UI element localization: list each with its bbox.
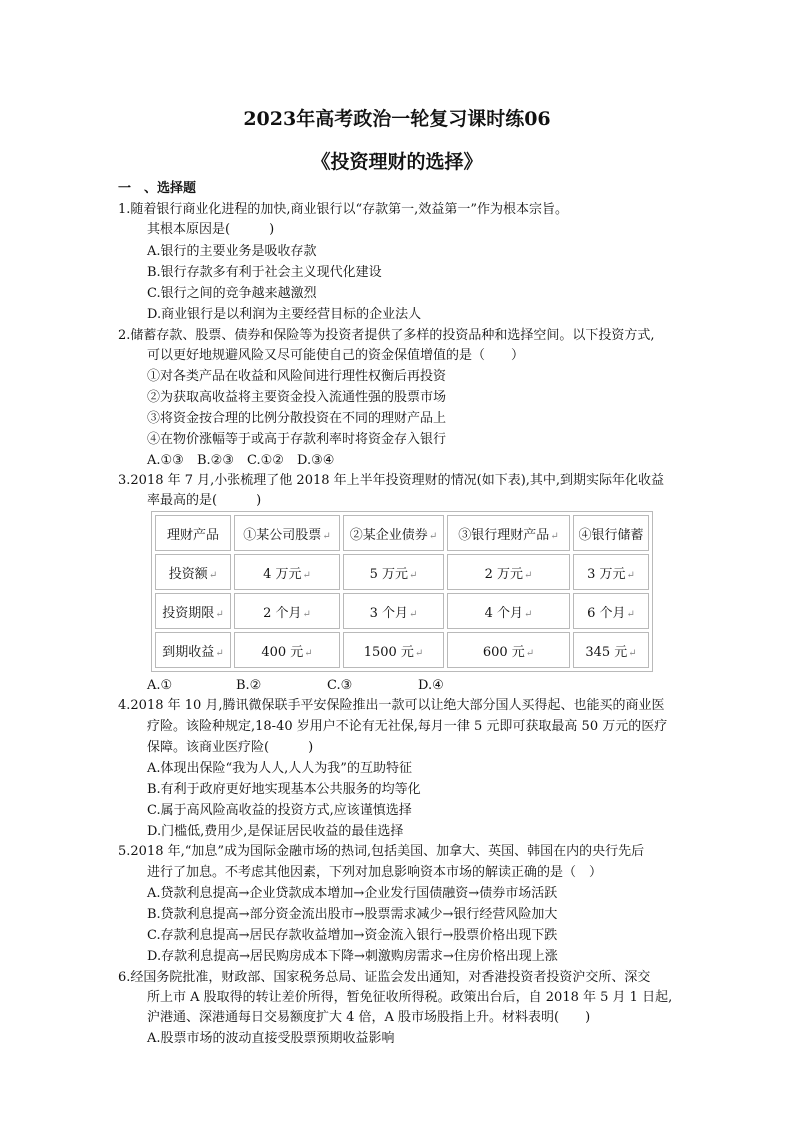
q6-stem-line1: 6.经国务院批准，财政部、国家税务总局、证监会发出通知，对香港投资者投资沪交所、深交 xyxy=(118,970,651,985)
q3-option-a: A.① xyxy=(147,678,173,693)
q2-option-a: A.①③ xyxy=(147,453,184,468)
return-mark: ↵ xyxy=(550,530,559,542)
q2-option-c: C.①② xyxy=(247,453,284,468)
q3-stem-line2: 率最高的是( ) xyxy=(147,493,262,508)
return-mark: ↵ xyxy=(524,569,533,581)
q4-option-a: A.体现出保险“我为人人,人人为我”的互助特征 xyxy=(147,761,412,776)
q5-option-a: A.贷款利息提高→企业贷款成本增加→企业发行国债融资→债券市场活跃 xyxy=(147,886,558,901)
return-mark: ↵ xyxy=(302,608,311,620)
return-mark: ↵ xyxy=(304,647,313,659)
table-row xyxy=(155,554,649,590)
q2-stem-line2: 可以更好地规避风险又尽可能使自己的资金保值增值的是（ ） xyxy=(147,348,525,363)
q6-stem-line2: 所上市 A 股取得的转让差价所得，暂免征收所得税。政策出台后，自 2018 年 5 月 1 日起, xyxy=(147,990,673,1005)
q2-item-2: ②为获取高收益将主要资金投入流通性强的股票市场 xyxy=(147,390,447,405)
q1-option-d: D.商业银行是以利润为主要经营目标的企业法人 xyxy=(147,307,422,322)
q2-option-d: D.③④ xyxy=(297,453,335,468)
q3-options xyxy=(147,677,444,695)
table-cell: 1500 元↵ xyxy=(343,632,444,668)
q3-option-d: D.④ xyxy=(418,678,444,693)
q1-stem-line1: 1.随着银行商业化进程的加快,商业银行以“存款第一,效益第一”作为根本宗旨。 xyxy=(118,202,568,217)
q3-option-c: C.③ xyxy=(327,678,353,693)
table-header-cell: ③银行理财产品↵ xyxy=(447,515,570,551)
table-header-cell: ④银行储蓄 xyxy=(573,515,649,551)
q2-item-3: ③将资金按合理的比例分散投资在不同的理财产品上 xyxy=(147,411,447,426)
return-mark: ↵ xyxy=(409,569,418,581)
return-mark: ↵ xyxy=(215,608,224,620)
return-mark: ↵ xyxy=(208,569,218,581)
table-row xyxy=(155,632,649,668)
q4-option-b: B.有利于政府更好地实现基本公共服务的均等化 xyxy=(147,782,421,797)
table-cell: 3 个月↵ xyxy=(343,593,444,629)
table-cell: 5 万元↵ xyxy=(343,554,444,590)
q1-stem-line2: 其根本原因是( ) xyxy=(147,222,275,237)
table-cell: 4 万元↵ xyxy=(234,554,340,590)
return-mark: ↵ xyxy=(626,569,635,581)
table-row-label: 投资额↵ xyxy=(155,554,231,590)
q2-item-1: ①对各类产品在收益和风险间进行理性权衡后再投资 xyxy=(147,369,447,384)
q2-options xyxy=(147,452,334,470)
q4-option-d: D.门槛低,费用少,是保证居民收益的最佳选择 xyxy=(147,824,404,839)
return-mark: ↵ xyxy=(409,608,418,620)
q5-stem-line2: 进行了加息。不考虑其他因素，下列对加息影响资本市场的解读正确的是（ ） xyxy=(147,865,603,880)
table-row-label: 投资期限↵ xyxy=(155,593,231,629)
q6-option-a: A.股票市场的波动直接受股票预期收益影响 xyxy=(147,1031,395,1046)
q5-stem-line1: 5.2018 年,“加息”成为国际金融市场的热词,包括美国、加拿大、英国、韩国在内的央行先后 xyxy=(118,844,645,859)
table-cell: 2 个月↵ xyxy=(234,593,340,629)
document-subtitle: 《投资理财的选择》 xyxy=(311,151,483,173)
q1-option-a: A.银行的主要业务是吸收存款 xyxy=(147,244,317,259)
q2-option-b: B.②③ xyxy=(197,453,234,468)
q1-option-c: C.银行之间的竞争越来越激烈 xyxy=(147,286,317,301)
return-mark: ↵ xyxy=(626,608,635,620)
return-mark: ↵ xyxy=(524,608,533,620)
q3-stem-line1: 3.2018 年 7 月,小张梳理了他 2018 年上半年投资理财的情况(如下表),其中,到期实际年化收益 xyxy=(118,473,665,488)
table-cell: 345 元↵ xyxy=(573,632,649,668)
return-mark: ↵ xyxy=(322,530,331,542)
table-header-cell: 理财产品 xyxy=(155,515,231,551)
return-mark: ↵ xyxy=(414,647,424,659)
table-cell: 3 万元↵ xyxy=(573,554,649,590)
q4-stem-line2: 疗险。该险种规定,18-40 岁用户不论有无社保,每月一律 5 元即可获取最高 50 万元的医疗 xyxy=(147,719,668,734)
table-cell: 4 个月↵ xyxy=(447,593,570,629)
q5-option-b: B.贷款利息提高→部分资金流出股市→股票需求减少→银行经营风险加大 xyxy=(147,907,558,922)
table-cell: 6 个月↵ xyxy=(573,593,649,629)
q4-stem-line1: 4.2018 年 10 月,腾讯微保联手平安保险推出一款可以让绝大部分国人买得起、也能买的商业医 xyxy=(118,698,665,713)
return-mark: ↵ xyxy=(525,647,535,659)
table-row-label: 到期收益↵ xyxy=(155,632,231,668)
q4-option-c: C.属于高风险高收益的投资方式,应该谨慎选择 xyxy=(147,803,412,818)
q1-option-b: B.银行存款多有利于社会主义现代化建设 xyxy=(147,265,382,280)
q2-item-4: ④在物价涨幅等于或高于存款利率时将资金存入银行 xyxy=(147,432,447,447)
q4-stem-line3: 保障。该商业医疗险( ) xyxy=(147,740,314,755)
section-heading: 一 、选择题 xyxy=(118,181,197,196)
investment-table xyxy=(151,511,653,672)
table-header-row xyxy=(155,515,649,551)
q5-option-d: D.存款利息提高→居民购房成本下降→刺激购房需求→住房价格出现上涨 xyxy=(147,949,558,964)
table-row xyxy=(155,593,649,629)
return-mark: ↵ xyxy=(428,530,438,542)
return-mark: ↵ xyxy=(302,569,311,581)
document-title: 2023年高考政治一轮复习课时练06 xyxy=(243,108,551,130)
table-header-cell: ②某企业债券↵ xyxy=(343,515,444,551)
return-mark: ↵ xyxy=(628,647,637,659)
q3-option-b: B.② xyxy=(236,678,262,693)
table-cell: 400 元↵ xyxy=(234,632,340,668)
q5-option-c: C.存款利息提高→居民存款收益增加→资金流入银行→股票价格出现下跌 xyxy=(147,928,558,943)
q2-stem-line1: 2.储蓄存款、股票、债券和保险等为投资者提供了多样的投资品种和选择空间。以下投资方式, xyxy=(118,328,655,343)
table-cell: 2 万元↵ xyxy=(447,554,570,590)
q6-stem-line3: 沪港通、深港通每日交易额度扩大 4 倍，A 股市场股指上升。材料表明( ) xyxy=(147,1010,591,1025)
return-mark: ↵ xyxy=(215,647,224,659)
table-cell: 600 元↵ xyxy=(447,632,570,668)
table-header-cell: ①某公司股票↵ xyxy=(234,515,340,551)
